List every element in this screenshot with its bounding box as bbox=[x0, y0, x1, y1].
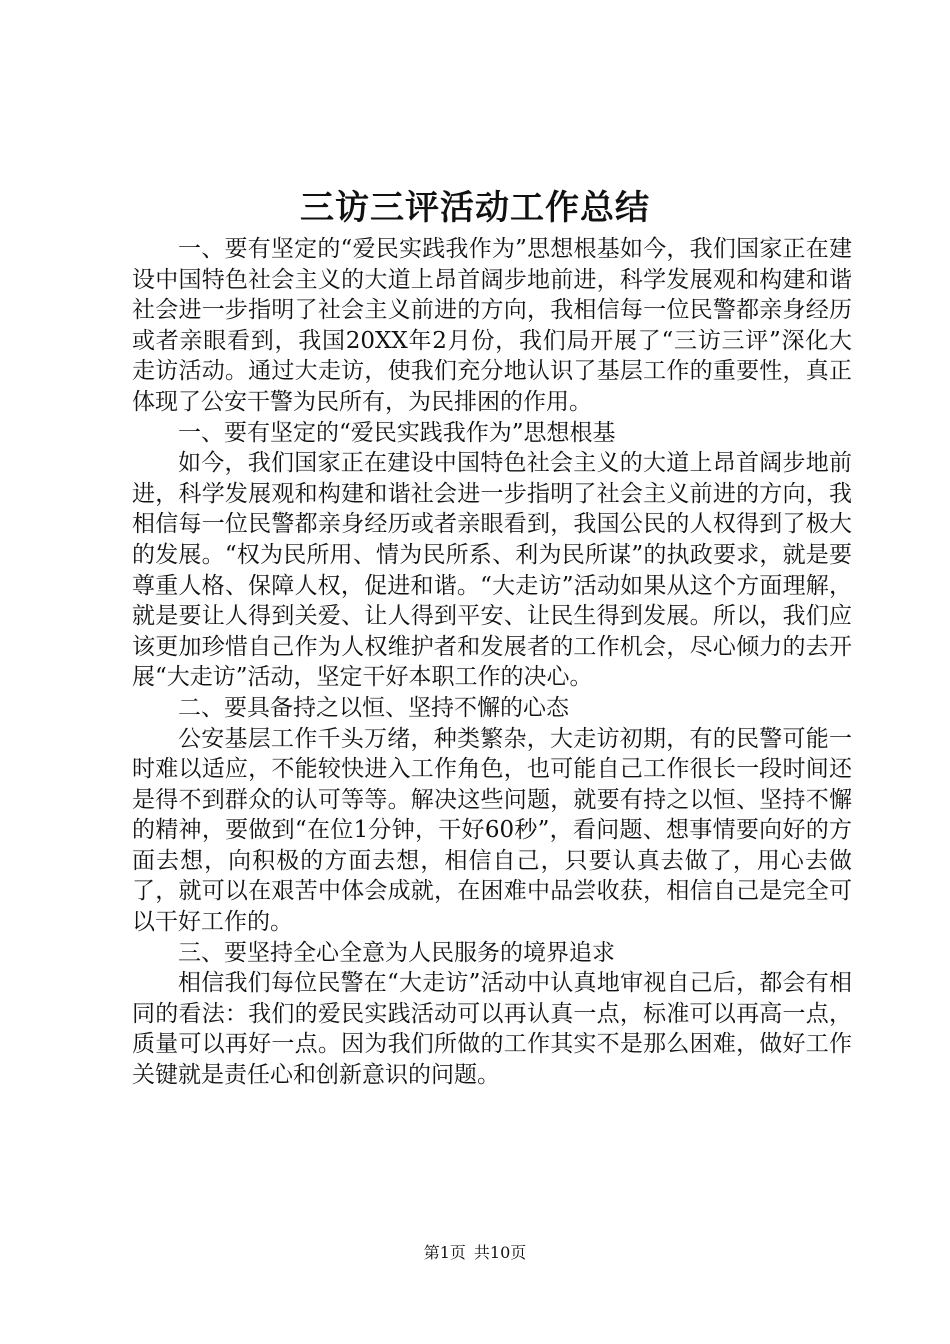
page-total: 共10页 bbox=[473, 1243, 527, 1262]
section-heading: 二、要具备持之以恒、坚持不懈的心态 bbox=[178, 694, 569, 721]
body-paragraph: 一、要有坚定的“爱民实践我作为”思想根基如今，我们国家正在建设中国特色社会主义的大道上昂首阔步地前进，科学发展观和构建和谐社会进一步指明了社会主义前进的方向，我相信每一位民警都亲身经历或者亲眼看到，我国20XX年2月份，我们局开展了“三访三评”深化大走访活动。通过大走访，使我们充分地认识了基层工作的重要性，真正体现了公安干警为民所有，为民排困的作用。 bbox=[132, 236, 852, 415]
page-footer bbox=[0, 1241, 950, 1265]
section-heading: 三、要坚持全心全意为人民服务的境界追求 bbox=[178, 939, 615, 966]
body-paragraph: 如今，我们国家正在建设中国特色社会主义的大道上昂首阔步地前进，科学发展观和构建和谐社会进一步指明了社会主义前进的方向，我相信每一位民警都亲身经历或者亲眼看到，我国公民的人权得到了极大的发展。“权为民所用、情为民所系、利为民所谋”的执政要求，就是要尊重人格、保障人权，促进和谐。“大走访”活动如果从这个方面理解，就是要让人得到关爱、让人得到平安、让民生得到发展。所以，我们应该更加珍惜自己作为人权维护者和发展者的工作机会，尽心倾力的去开展“大走访”活动，坚定干好本职工作的决心。 bbox=[132, 450, 852, 691]
document-body bbox=[132, 234, 852, 1091]
body-paragraph: 相信我们每位民警在“大走访”活动中认真地审视自己后，都会有相同的看法：我们的爱民实践活动可以再认真一点，标准可以再高一点，质量可以再好一点。因为我们所做的工作其实不是那么困难，做好工作关键就是责任心和创新意识的问题。 bbox=[132, 970, 852, 1089]
document-title: 三访三评活动工作总结 bbox=[300, 188, 650, 228]
body-paragraph: 公安基层工作千头万绪，种类繁杂，大走访初期，有的民警可能一时难以适应，不能较快进入工作角色，也可能自己工作很长一段时间还是得不到群众的认可等等。解决这些问题，就要有持之以恒、坚持不懈的精神，要做到“在位1分钟，干好60秒”，看问题、想事情要向好的方面去想，向积极的方面去想，相信自己，只要认真去做了，用心去做了，就可以在艰苦中体会成就，在困难中品尝收获，相信自己是完全可以干好工作的。 bbox=[132, 725, 852, 936]
section-heading: 一、要有坚定的“爱民实践我作为”思想根基 bbox=[178, 419, 616, 446]
page-number: 第1页 bbox=[423, 1243, 466, 1262]
